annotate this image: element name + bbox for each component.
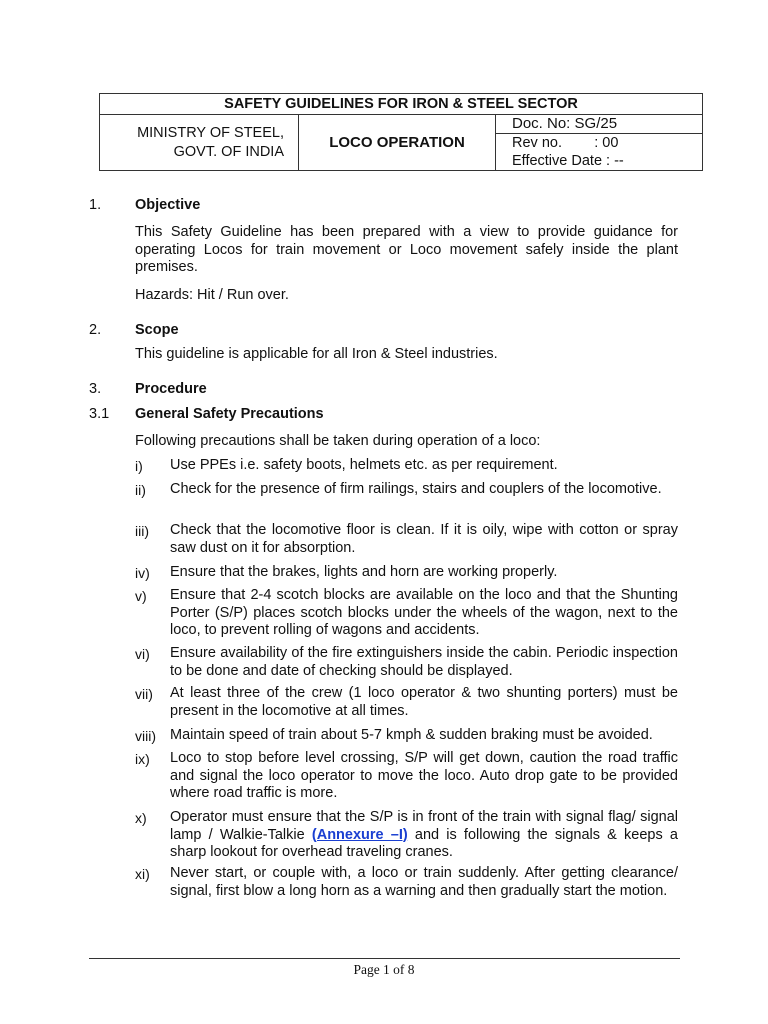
hazards-text: Hazards: Hit / Run over. [135, 287, 289, 303]
general-intro: Following precautions shall be taken during operation of a loco: [135, 433, 541, 449]
section-heading-procedure: Procedure [135, 381, 207, 397]
item-number: v) [135, 588, 147, 604]
item-number: iii) [135, 523, 149, 539]
footer-divider [89, 958, 680, 959]
effective-date: Effective Date : -- [512, 153, 624, 169]
section-number-procedure: 3. [89, 381, 102, 397]
section-heading-objective: Objective [135, 197, 201, 213]
item-number: xi) [135, 866, 150, 882]
section-number-objective: 1. [89, 197, 102, 213]
section-heading-general: General Safety Precautions [135, 406, 324, 422]
item-text: Use PPEs i.e. safety boots, helmets etc. as per requirement. [170, 457, 558, 473]
item-number: i) [135, 458, 143, 474]
item-text: Ensure that the brakes, lights and horn are working properly. [170, 564, 558, 580]
item-text: At least three of the crew (1 loco operator & two shunting porters) must be present in the locomotive at all times. [170, 685, 678, 719]
item-text: Check that the locomotive floor is clean. If it is oily, wipe with cotton or spray saw dust on it for absorption. [170, 522, 678, 556]
item-number: vi) [135, 646, 150, 662]
item-text: Maintain speed of train about 5-7 kmph & sudden braking must be avoided. [170, 727, 653, 743]
item-number: vii) [135, 686, 153, 702]
item-text: Never start, or couple with, a loco or train suddenly. After getting clearance/ signal, first blow a long horn as a warning and then gradually start the motion. [170, 865, 678, 899]
document-title: SAFETY GUIDELINES FOR IRON & STEEL SECTOR [100, 94, 703, 115]
item-text: Ensure that 2-4 scotch blocks are available on the loco and that the Shunting Porter (S/P) places scotch blocks under the wheels of the wagon, next to the loco, to prevent rolling of wagons and accidents. [170, 587, 678, 638]
item-text [170, 809, 678, 862]
ministry-line-1: MINISTRY OF STEEL, [137, 124, 284, 141]
item-text-after-link: and is following the signals & keeps a sharp lookout for overhead traveling cranes. [170, 826, 678, 860]
item-number: x) [135, 810, 147, 826]
page-number: Page 1 of 8 [353, 962, 415, 977]
item-number: ix) [135, 751, 150, 767]
document-header-table [99, 93, 703, 171]
item-text-before-link: Operator must ensure that the S/P is in front of the train with signal flag/ signal lamp / Walkie-Talkie [170, 809, 678, 843]
doc-number: Doc. No: SG/25 [496, 115, 702, 134]
ministry-line-2: GOVT. OF INDIA [173, 143, 284, 160]
item-number: ii) [135, 482, 146, 498]
doc-info-cell [496, 115, 703, 171]
item-number: viii) [135, 728, 156, 744]
item-number: iv) [135, 565, 150, 581]
scope-text: This guideline is applicable for all Iron & Steel industries. [135, 346, 498, 362]
objective-text: This Safety Guideline has been prepared with a view to provide guidance for operating Locos for train movement or Loco movement safely inside the plant premises. [135, 224, 678, 275]
annexure-link[interactable]: (Annexure –I) [311, 826, 408, 843]
item-text: Loco to stop before level crossing, S/P will get down, caution the road traffic and signal the loco operator to move the loco. Auto drop gate to be provided where road traffic is more. [170, 750, 678, 801]
section-heading-scope: Scope [135, 322, 179, 338]
section-number-general: 3.1 [89, 406, 110, 422]
item-text: Ensure availability of the fire extinguishers inside the cabin. Periodic inspection to be done and date of checking should be displayed. [170, 645, 678, 679]
rev-number: Rev no. : 00 [512, 135, 619, 151]
ministry-cell [100, 115, 299, 171]
item-text: Check for the presence of firm railings, stairs and couplers of the locomotive. [170, 481, 662, 497]
section-title: LOCO OPERATION [299, 115, 496, 171]
section-number-scope: 2. [89, 322, 102, 338]
